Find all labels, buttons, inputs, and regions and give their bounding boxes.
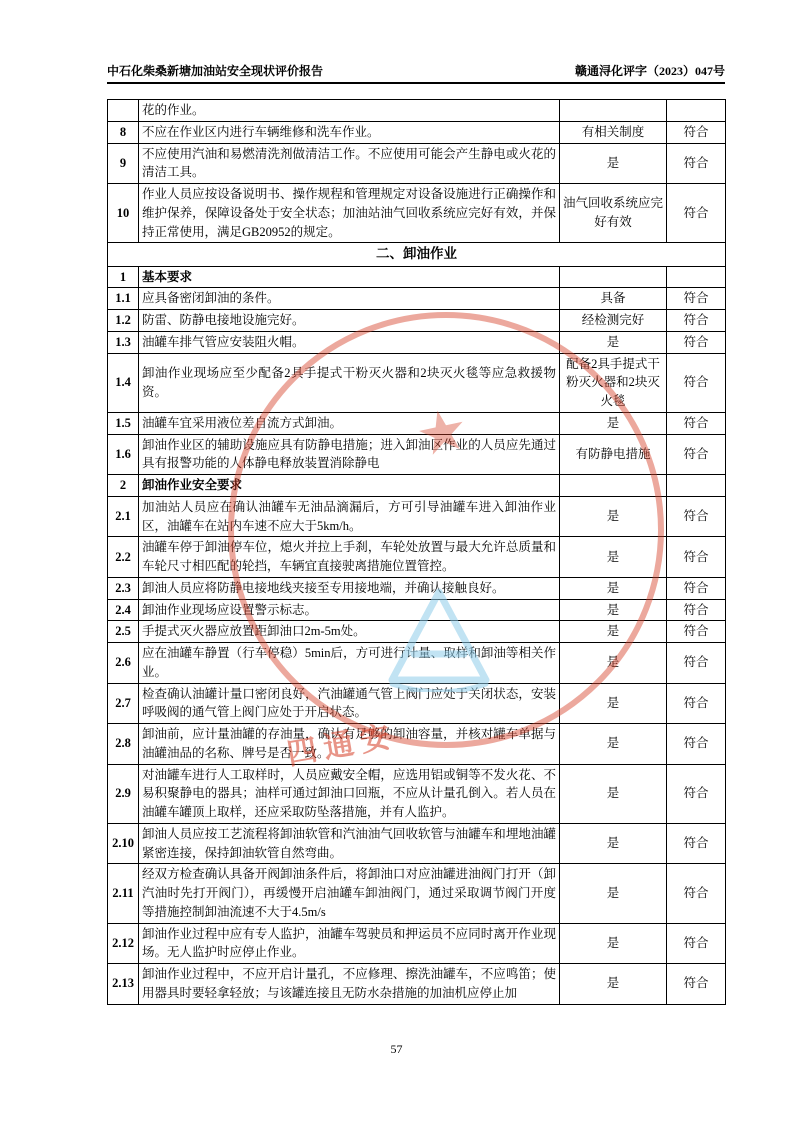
row-result: 符合 [667, 288, 726, 310]
table-row [108, 537, 726, 578]
row-number: 2.10 [108, 823, 139, 864]
row-content: 卸油作业现场应设置警示标志。 [139, 599, 560, 621]
row-content: 经双方检查确认具备开阀卸油条件后，将卸油口对应油罐进油阀门打开（卸汽油时先打开阀门），再缓慢开启油罐车卸油阀门，通过采取调节阀门开度等措施控制卸油流速不大于4.5m/s [139, 864, 560, 923]
table-row [108, 823, 726, 864]
row-content: 卸油作业区的辅助设施应具有防静电措施；进入卸油区作业的人员应先通过具有报警功能的人体静电释放装置消除静电 [139, 434, 560, 475]
row-content: 检查确认油罐计量口密闭良好，汽油罐通气管上阀门应处于关闭状态，安装呼吸阀的通气管上阀门应处于开启状态。 [139, 683, 560, 724]
row-number: 2.6 [108, 643, 139, 684]
row-result: 符合 [667, 923, 726, 964]
row-content: 不应使用汽油和易燃清洗剂做清洁工作。不应使用可能会产生静电或火花的清洁工具。 [139, 143, 560, 184]
safety-checklist-table [107, 99, 726, 1005]
row-number: 2.12 [108, 923, 139, 964]
section-title: 二、卸油作业 [108, 243, 726, 266]
table-row [108, 100, 726, 122]
table-row [108, 621, 726, 643]
row-content: 加油站人员应在确认油罐车无油品滴漏后，方可引导油罐车进入卸油作业区，油罐车在站内车速不应大于5km/h。 [139, 496, 560, 537]
seal-text: 四通安 [284, 719, 400, 772]
row-result: 符合 [667, 577, 726, 599]
row-number: 2.1 [108, 496, 139, 537]
table-row [108, 923, 726, 964]
table-row [108, 764, 726, 823]
row-number: 2.7 [108, 683, 139, 724]
row-result: 符合 [667, 599, 726, 621]
row-content: 卸油人员应将防静电接地线夹接至专用接地端，并确认接触良好。 [139, 577, 560, 599]
row-result: 符合 [667, 643, 726, 684]
row-number: 2.13 [108, 964, 139, 1005]
table-row [108, 310, 726, 332]
header-report-title: 中石化柴桑新塘加油站安全现状评价报告 [107, 64, 324, 78]
row-evidence: 是 [560, 683, 667, 724]
row-content: 卸油作业过程中，不应开启计量孔，不应修理、擦洗油罐车，不应鸣笛；使用器具时要轻拿轻放；与该罐连接且无防水杂措施的加油机应停止加 [139, 964, 560, 1005]
row-evidence: 油气回收系统应完好有效 [560, 184, 667, 243]
row-result: 符合 [667, 864, 726, 923]
row-result: 符合 [667, 621, 726, 643]
seal-star-icon: ★ [409, 395, 475, 470]
page-header [107, 62, 725, 84]
row-content: 应在油罐车静置（行车停稳）5min后，方可进行计量、取样和卸油等相关作业。 [139, 643, 560, 684]
row-result: 符合 [667, 764, 726, 823]
row-result [667, 475, 726, 497]
row-result [667, 266, 726, 288]
row-evidence: 经检测完好 [560, 310, 667, 332]
row-content: 作业人员应按设备说明书、操作规程和管理规定对设备设施进行正确操作和维护保养，保障设备处于安全状态；加油站油气回收系统应完好有效，并保持正常使用，满足GB20952的规定。 [139, 184, 560, 243]
row-number: 2.11 [108, 864, 139, 923]
row-content: 油罐车停于卸油停车位，熄火并拉上手刹，车轮处放置与最大允许总质量和车轮尺寸相匹配的轮挡，车辆宜直接驶离措施位置管控。 [139, 537, 560, 578]
row-evidence: 是 [560, 496, 667, 537]
row-evidence: 配备2具手提式干粉灭火器和2块灭火毯 [560, 353, 667, 412]
row-content: 卸油人员应按工艺流程将卸油软管和汽油油气回收软管与油罐车和埋地油罐紧密连接，保持卸油软管自然弯曲。 [139, 823, 560, 864]
row-result: 符合 [667, 331, 726, 353]
row-number: 1.1 [108, 288, 139, 310]
row-number [108, 100, 139, 122]
row-content: 基本要求 [139, 266, 560, 288]
section-header-row [108, 243, 726, 266]
row-content: 卸油作业现场应至少配备2具手提式干粉灭火器和2块灭火毯等应急救援物资。 [139, 353, 560, 412]
table-row [108, 412, 726, 434]
table-row [108, 683, 726, 724]
row-number: 1.5 [108, 412, 139, 434]
row-number: 9 [108, 143, 139, 184]
row-result: 符合 [667, 184, 726, 243]
checklist-table-body [108, 100, 726, 1005]
row-number: 2.4 [108, 599, 139, 621]
row-result: 符合 [667, 823, 726, 864]
row-evidence [560, 100, 667, 122]
row-evidence: 是 [560, 643, 667, 684]
row-result: 符合 [667, 724, 726, 765]
row-content: 应具备密闭卸油的条件。 [139, 288, 560, 310]
row-number: 2.2 [108, 537, 139, 578]
table-row [108, 964, 726, 1005]
row-number: 1 [108, 266, 139, 288]
row-number: 2.5 [108, 621, 139, 643]
row-result: 符合 [667, 683, 726, 724]
row-number: 1.4 [108, 353, 139, 412]
row-evidence: 是 [560, 599, 667, 621]
table-row [108, 184, 726, 243]
row-evidence: 有防静电措施 [560, 434, 667, 475]
row-content: 油罐车排气管应安装阻火帽。 [139, 331, 560, 353]
row-evidence: 是 [560, 864, 667, 923]
row-content: 对油罐车进行人工取样时，人员应戴安全帽，应选用铝或铜等不发火花、不易积聚静电的器具；油样可通过卸油口回瓶，不应从计量孔倒入。若人员在油罐车罐顶上取样，还应采取防坠落措施，并有人监护。 [139, 764, 560, 823]
row-number: 2.3 [108, 577, 139, 599]
row-evidence: 是 [560, 764, 667, 823]
row-number: 1.2 [108, 310, 139, 332]
row-content: 卸油前，应计量油罐的存油量，确认有足够的卸油容量，并核对罐车单据与油罐油品的名称、牌号是否一致。 [139, 724, 560, 765]
row-number: 10 [108, 184, 139, 243]
row-result: 符合 [667, 964, 726, 1005]
row-content: 手提式灭火器应放置距卸油口2m-5m处。 [139, 621, 560, 643]
row-content: 卸油作业过程中应有专人监护，油罐车驾驶员和押运员不应同时离开作业现场。无人监护时应停止作业。 [139, 923, 560, 964]
table-row [108, 643, 726, 684]
table-row [108, 143, 726, 184]
row-number: 1.3 [108, 331, 139, 353]
row-result: 符合 [667, 537, 726, 578]
table-row [108, 724, 726, 765]
row-evidence: 有相关制度 [560, 121, 667, 143]
table-row [108, 577, 726, 599]
header-document-number: 赣通浔化评字（2023）047号 [574, 64, 725, 78]
table-row [108, 599, 726, 621]
row-evidence: 是 [560, 331, 667, 353]
row-content: 防雷、防静电接地设施完好。 [139, 310, 560, 332]
row-result: 符合 [667, 310, 726, 332]
row-content: 油罐车宜采用液位差自流方式卸油。 [139, 412, 560, 434]
row-result [667, 100, 726, 122]
row-number: 8 [108, 121, 139, 143]
row-evidence: 是 [560, 964, 667, 1005]
row-evidence: 是 [560, 537, 667, 578]
row-content: 花的作业。 [139, 100, 560, 122]
row-number: 2.9 [108, 764, 139, 823]
row-number: 2 [108, 475, 139, 497]
row-result: 符合 [667, 412, 726, 434]
table-row [108, 121, 726, 143]
row-result: 符合 [667, 353, 726, 412]
table-row [108, 475, 726, 497]
row-evidence [560, 266, 667, 288]
row-evidence: 是 [560, 143, 667, 184]
row-result: 符合 [667, 496, 726, 537]
row-evidence: 是 [560, 923, 667, 964]
table-row [108, 266, 726, 288]
page-number: 57 [390, 1042, 403, 1056]
row-content: 不应在作业区内进行车辆维修和洗车作业。 [139, 121, 560, 143]
row-evidence: 是 [560, 577, 667, 599]
row-content: 卸油作业安全要求 [139, 475, 560, 497]
row-evidence: 是 [560, 621, 667, 643]
table-row [108, 353, 726, 412]
row-result: 符合 [667, 143, 726, 184]
row-evidence: 是 [560, 412, 667, 434]
row-number: 1.6 [108, 434, 139, 475]
row-number: 2.8 [108, 724, 139, 765]
row-evidence: 是 [560, 823, 667, 864]
row-result: 符合 [667, 434, 726, 475]
row-evidence: 是 [560, 724, 667, 765]
table-row [108, 331, 726, 353]
row-result: 符合 [667, 121, 726, 143]
table-row [108, 288, 726, 310]
row-evidence [560, 475, 667, 497]
table-row [108, 434, 726, 475]
table-row [108, 864, 726, 923]
table-row [108, 496, 726, 537]
row-evidence: 具备 [560, 288, 667, 310]
